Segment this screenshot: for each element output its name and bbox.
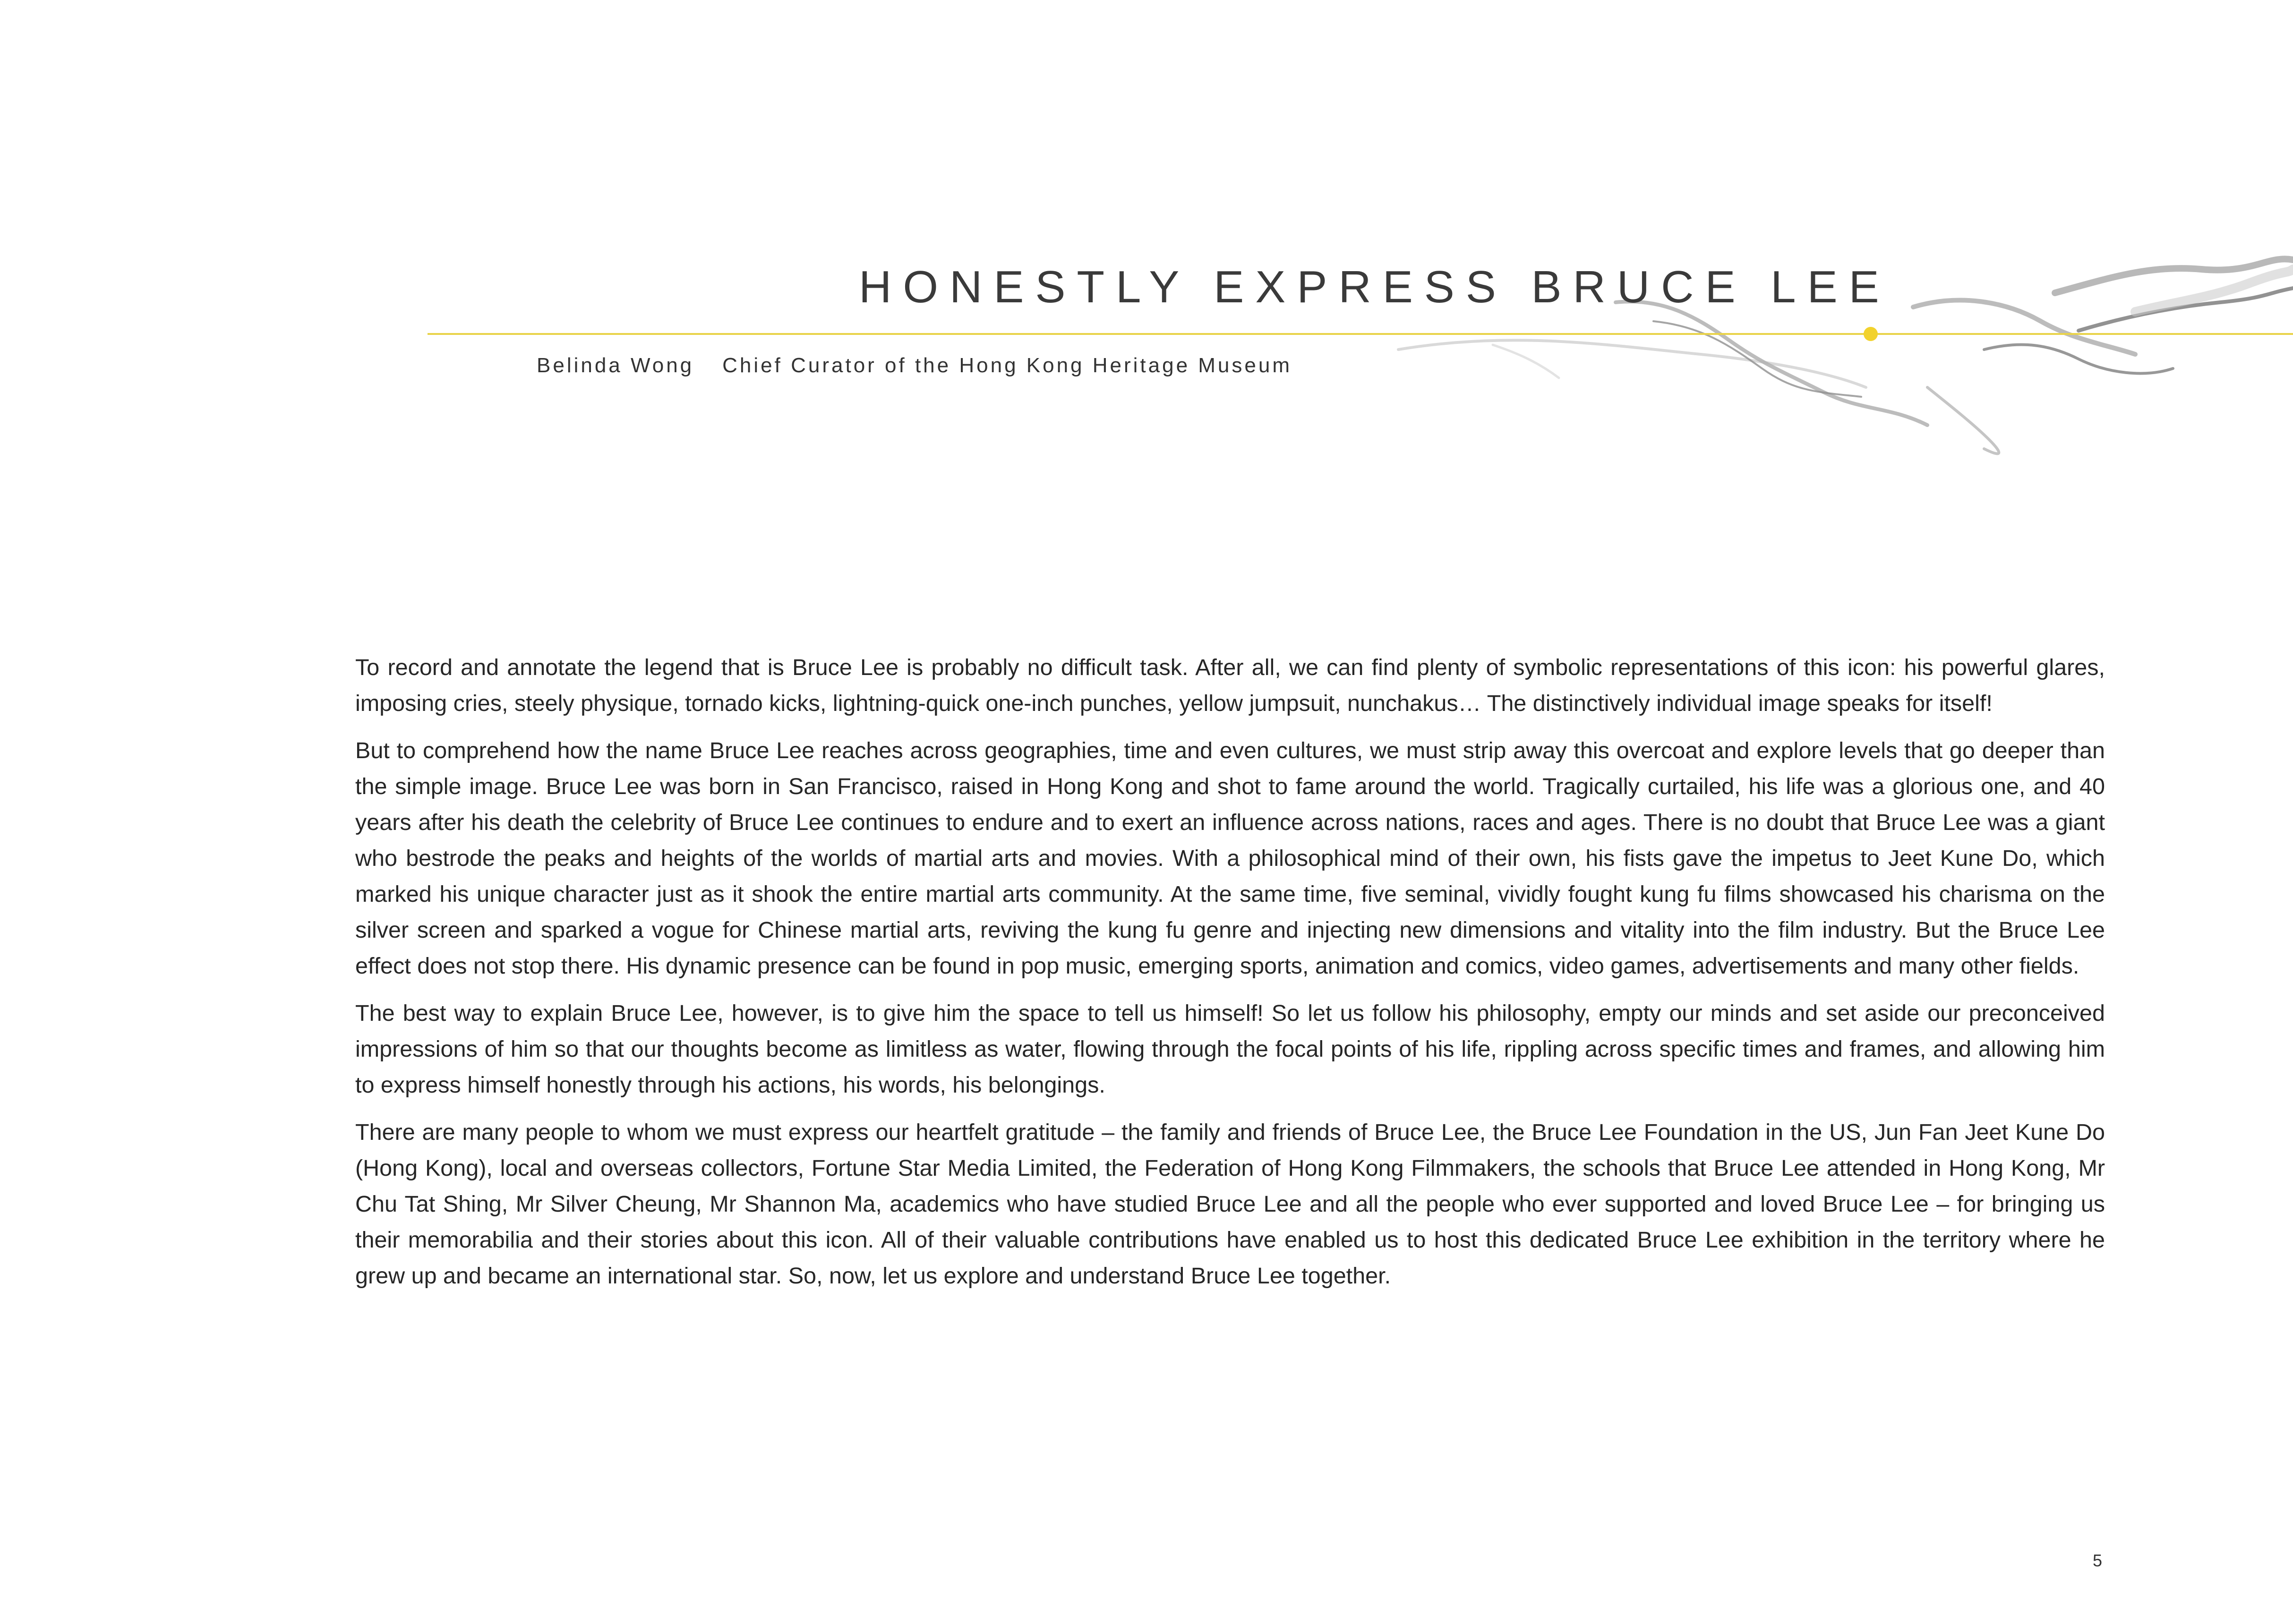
article-body bbox=[355, 650, 2105, 1305]
author-role: Chief Curator of the Hong Kong Heritage Museum bbox=[722, 354, 1292, 377]
paragraph-3: The best way to explain Bruce Lee, however, is to give him the space to tell us himself! So let us follow his philosophy, empty our minds and set aside our preconceived impressions of him so that our thoughts become as limitless as water, flowing through the focal points of his life, rippling across specific times and frames, and allowing him to express himself honestly through his actions, his words, his belongings. bbox=[355, 1000, 2105, 1098]
paragraph-1: To record and annotate the legend that is Bruce Lee is probably no difficult task. After all, we can find plenty of symbolic representations of this icon: his powerful glares, imposing cries, steely physique, tornado kicks, lightning-quick one-inch punches, yellow jumpsuit, nunchakus… The distinctively individual image speaks for itself! bbox=[355, 655, 2105, 716]
byline bbox=[537, 353, 1292, 378]
paragraph-2: But to comprehend how the name Bruce Lee reaches across geographies, time and even cultures, we must strip away this overcoat and explore levels that go deeper than the simple image. Bruce Lee was born in San Francisco, raised in Hong Kong and shot to fame around the world. Tragically curtailed, his life was a glorious one, and 40 years after his death the celebrity of Bruce Lee continues to endure and to exert an influence across nations, races and ages. There is no doubt that Bruce Lee was a giant who bestrode the peaks and heights of the worlds of martial arts and movies. With a philosophical mind of their own, his fists gave the impetus to Jeet Kune Do, which marked his unique character just as it shook the entire martial arts community. At the same time, five seminal, vividly fought kung fu films showcased his charisma on the silver screen and sparked a vogue for Chinese martial arts, reviving the kung fu genre and injecting new dimensions and vitality into the film industry. But the Bruce Lee effect does not stop there. His dynamic presence can be found in pop music, emerging sports, animation and comics, video games, advertisements and many other fields. bbox=[355, 738, 2105, 979]
accent-dot-icon bbox=[1864, 327, 1878, 341]
page-number: 5 bbox=[2093, 1551, 2103, 1570]
author-name: Belinda Wong bbox=[537, 354, 694, 377]
paragraph-4: There are many people to whom we must express our heartfelt gratitude – the family and friends of Bruce Lee, the Bruce Lee Foundation in the US, Jun Fan Jeet Kune Do (Hong Kong), local and overseas collectors, Fortune Star Media Limited, the Federation of Hong Kong Filmmakers, the schools that Bruce Lee attended in Hong Kong, Mr Chu Tat Shing, Mr Silver Cheung, Mr Shannon Ma, academics who have studied Bruce Lee and all the people who ever supported and loved Bruce Lee – for bringing us their memorabilia and their stories about this icon. All of their valuable contributions have enabled us to host this dedicated Bruce Lee exhibition in the territory where he grew up and became an international star. So, now, let us explore and understand Bruce Lee together. bbox=[355, 1120, 2105, 1289]
title-divider bbox=[428, 333, 2293, 335]
page-title: HONESTLY EXPRESS BRUCE LEE bbox=[859, 262, 1891, 312]
